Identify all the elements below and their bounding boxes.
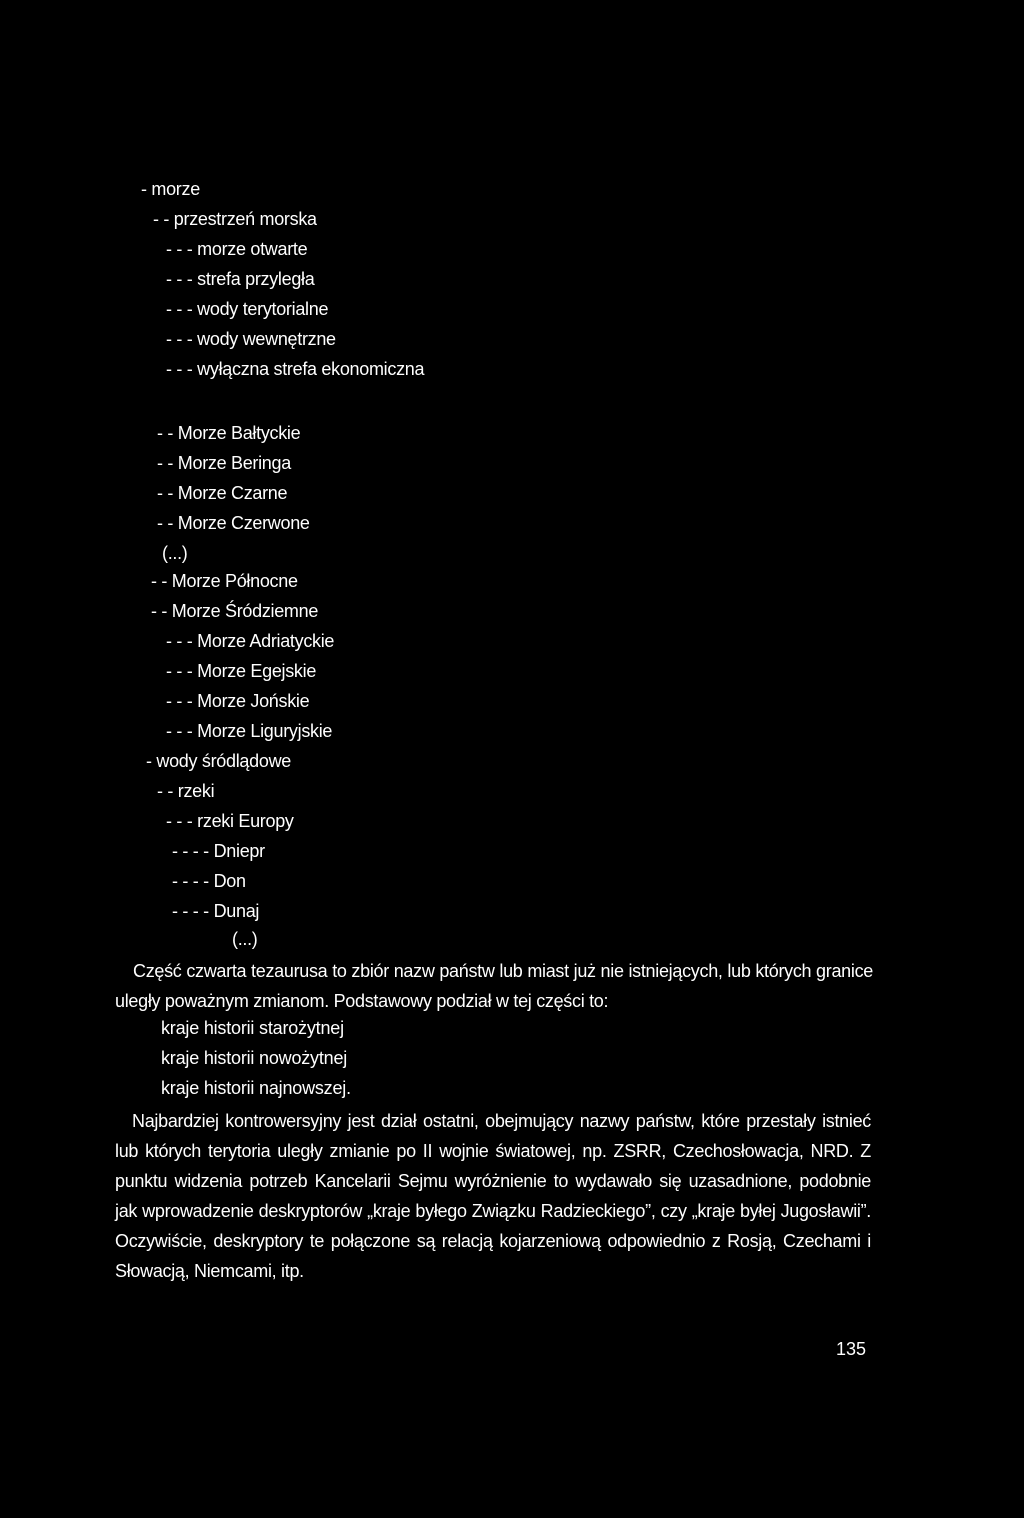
- list-item: kraje historii najnowszej.: [161, 1078, 351, 1098]
- outline-item: - - - wody terytorialne: [166, 299, 329, 319]
- outline-item: - - - Morze Adriatyckie: [166, 631, 335, 651]
- outline-item: - morze: [141, 179, 200, 199]
- outline-item: - - Morze Bałtyckie: [157, 423, 301, 443]
- outline-item: - - - morze otwarte: [166, 239, 308, 259]
- outline-item: - - - - Dniepr: [172, 841, 265, 861]
- outline-item: - - - - Don: [172, 871, 246, 891]
- outline-item: - - - Morze Egejskie: [166, 661, 317, 681]
- outline-item: - wody śródlądowe: [146, 751, 291, 771]
- paragraph: Najbardziej kontrowersyjny jest dział ostatni, obejmujący nazwy państw, które przestały istnieć lub których terytoria uległy zmianie po II wojnie światowej, np. ZSRR, Czechosłowacja, NRD. Z punktu widzenia potrzeb Kancelarii Sejmu wyróżnienie to wydawało się uzasadnione, podobnie jak wprowadzenie deskryptorów „kraje byłego Związku Radzieckiego”, czy „kraje byłej Jugosławii”. Oczywiście, deskryptory te połączone są relacją kojarzeniową odpowiednio z Rosją, Czechami i Słowacją, Niemcami, itp.: [115, 1111, 871, 1281]
- outline-item: - - Morze Beringa: [157, 453, 291, 473]
- outline-item: - - Morze Czarne: [157, 483, 288, 503]
- outline-item: - - - rzeki Europy: [166, 811, 294, 831]
- outline-item: (...): [232, 929, 258, 949]
- list-item: kraje historii starożytnej: [161, 1018, 344, 1038]
- outline-item: - - rzeki: [157, 781, 215, 801]
- outline-item: - - - Morze Liguryjskie: [166, 721, 333, 741]
- page-number: 135: [836, 1339, 867, 1359]
- outline-item: - - - wyłączna strefa ekonomiczna: [166, 359, 425, 379]
- outline-item: - - - - Dunaj: [172, 901, 260, 921]
- outline-item: - - - strefa przyległa: [166, 269, 315, 289]
- list-item: kraje historii nowożytnej: [161, 1048, 348, 1068]
- outline-item: - - - Morze Jońskie: [166, 691, 310, 711]
- outline-item: - - Morze Czerwone: [157, 513, 310, 533]
- outline-item: (...): [162, 543, 188, 563]
- outline-item: - - Morze Północne: [151, 571, 298, 591]
- outline-item: - - przestrzeń morska: [153, 209, 317, 229]
- outline-item: - - - wody wewnętrzne: [166, 329, 336, 349]
- outline-item: - - Morze Śródziemne: [151, 601, 319, 621]
- paragraph: Część czwarta tezaurusa to zbiór nazw państw lub miast już nie istniejących, lub których granice uległy poważnym zmianom. Podstawowy podział w tej części to:: [115, 961, 873, 1011]
